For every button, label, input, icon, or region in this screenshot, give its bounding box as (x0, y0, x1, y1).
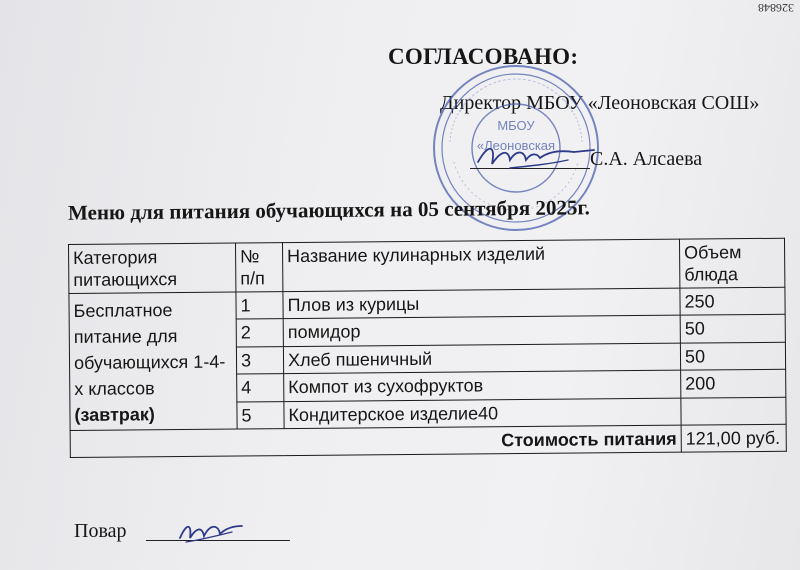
row-volume (681, 397, 786, 425)
cook-signature-icon (176, 514, 246, 548)
stamp-line-1: МБОУ (497, 118, 535, 133)
row-volume: 250 (680, 287, 785, 315)
row-volume: 50 (680, 315, 785, 343)
menu-table (68, 238, 787, 458)
cook-label: Повар (74, 520, 127, 542)
header-category: Категория питающихся (69, 243, 236, 293)
row-dish-name: Хлеб пшеничный (283, 343, 680, 374)
header-name: Название кулинарных изделий (282, 239, 679, 291)
header-volume: Объем блюда (679, 238, 784, 288)
total-row (70, 424, 786, 457)
row-number: 3 (236, 346, 283, 374)
director-name: С.А. Алсаева (590, 148, 703, 170)
table-header-row (69, 238, 785, 293)
row-number: 1 (236, 292, 283, 320)
menu-title: Меню для питания обучающихся на 05 сентября 2025г. (67, 195, 590, 225)
total-label: Стоимость питания (70, 425, 681, 457)
row-volume: 200 (681, 369, 786, 397)
row-dish-name: помидор (283, 316, 680, 347)
row-dish-name: Компот из сухофруктов (284, 370, 681, 401)
document-number: 326848 (758, 1, 794, 15)
category-text: Бесплатное питание для обучающихся 1-4-х классов (73, 300, 226, 399)
director-position: Директор МБОУ «Леоновская СОШ» (440, 92, 760, 114)
total-value: 121,00 руб. (681, 424, 786, 452)
category-meal: (завтрак) (74, 404, 155, 425)
row-dish-name: Кондитерское изделие40 (284, 398, 681, 429)
row-number: 4 (237, 374, 284, 402)
header-number: № п/п (235, 243, 282, 292)
row-number: 5 (237, 401, 284, 429)
row-number: 2 (236, 319, 283, 347)
approval-heading: СОГЛАСОВАНО: (388, 44, 579, 69)
row-dish-name: Плов из курицы (283, 288, 680, 319)
row-volume: 50 (680, 342, 785, 370)
director-signature-icon (470, 138, 600, 176)
stamp-line-2: «Леоновская (476, 138, 556, 153)
category-cell (69, 292, 237, 430)
